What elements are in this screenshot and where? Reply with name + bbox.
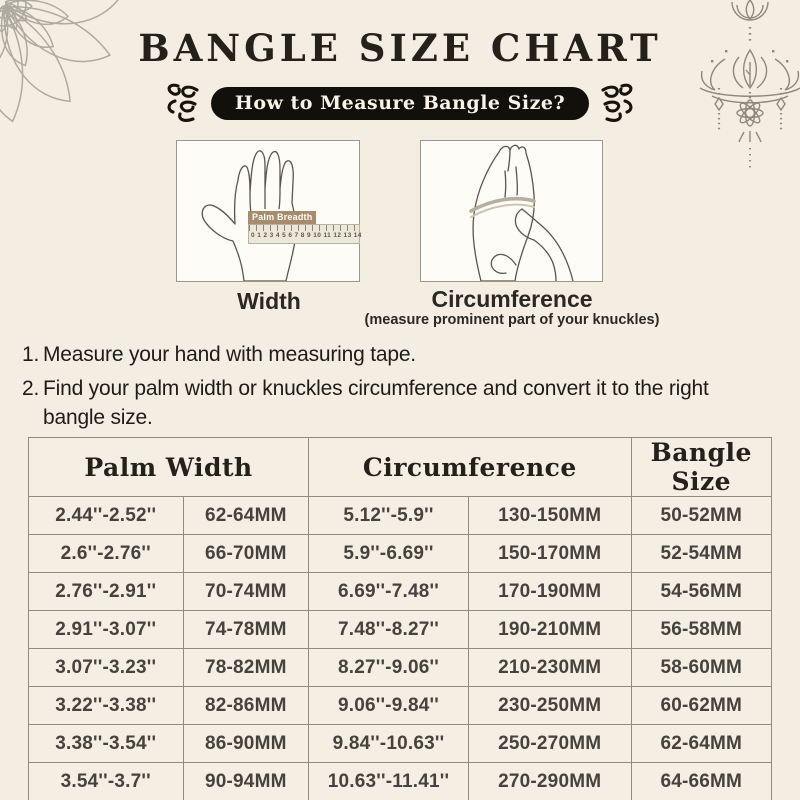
cell-palm-in: 2.91''-3.07'' <box>29 611 184 649</box>
cell-circ-in: 6.69''-7.48'' <box>309 573 469 611</box>
cell-bangle: 58-60MM <box>631 649 771 687</box>
table-row <box>29 573 772 611</box>
circumference-note: (measure prominent part of your knuckles) <box>364 312 660 328</box>
instruction-item-1 <box>22 340 748 369</box>
width-illustration <box>176 140 360 282</box>
cell-circ-mm: 270-290MM <box>468 763 631 800</box>
flourish-left-icon <box>163 80 201 126</box>
circumference-illustration <box>420 140 603 282</box>
mandala-corner-ornament-icon <box>0 0 160 160</box>
ruler-numbers: 0 1 2 3 4 5 6 7 8 9 10 11 12 13 14 <box>251 232 362 239</box>
cell-palm-mm: 86-90MM <box>183 725 309 763</box>
table-row <box>29 611 772 649</box>
cell-palm-in: 3.07''-3.23'' <box>29 649 184 687</box>
table-row <box>29 763 772 800</box>
cell-circ-in: 5.9''-6.69'' <box>309 535 469 573</box>
cell-bangle: 54-56MM <box>631 573 771 611</box>
cell-palm-mm: 82-86MM <box>183 687 309 725</box>
cell-circ-in: 10.63''-11.41'' <box>309 763 469 800</box>
palm-breadth-label: Palm Breadth <box>248 211 316 224</box>
cell-palm-mm: 70-74MM <box>183 573 309 611</box>
cell-palm-mm: 74-78MM <box>183 611 309 649</box>
cell-bangle: 62-64MM <box>631 725 771 763</box>
hand-pinch-tape-icon <box>421 141 602 281</box>
table-row <box>29 687 772 725</box>
table-row <box>29 649 772 687</box>
ruler <box>248 224 360 244</box>
instruction-number: 1. <box>22 343 40 366</box>
table-row <box>29 535 772 573</box>
header-palm-width: Palm Width <box>29 438 309 497</box>
cell-circ-mm: 190-210MM <box>468 611 631 649</box>
badge-row <box>0 82 800 124</box>
table-row <box>29 497 772 535</box>
page-title: BANGLE SIZE CHART <box>138 26 662 70</box>
cell-circ-mm: 210-230MM <box>468 649 631 687</box>
cell-circ-mm: 230-250MM <box>468 687 631 725</box>
cell-bangle: 52-54MM <box>631 535 771 573</box>
cell-circ-in: 9.06''-9.84'' <box>309 687 469 725</box>
instruction-item-2 <box>22 374 748 432</box>
circumference-caption: Circumference <box>431 286 593 312</box>
table-header-row <box>29 438 772 497</box>
cell-bangle: 60-62MM <box>631 687 771 725</box>
cell-palm-mm: 62-64MM <box>183 497 309 535</box>
cell-circ-in: 8.27''-9.06'' <box>309 649 469 687</box>
instruction-text: Find your palm width or knuckles circumference and convert it to the right bangle size. <box>43 377 709 429</box>
cell-palm-in: 3.38''-3.54'' <box>29 725 184 763</box>
cell-circ-mm: 150-170MM <box>468 535 631 573</box>
badge-pill: How to Measure Bangle Size? <box>211 87 589 120</box>
cell-bangle: 56-58MM <box>631 611 771 649</box>
cell-circ-mm: 250-270MM <box>468 725 631 763</box>
table-row <box>29 725 772 763</box>
header-bangle-size: Bangle Size <box>631 438 771 497</box>
cell-circ-in: 9.84''-10.63'' <box>309 725 469 763</box>
cell-palm-mm: 78-82MM <box>183 649 309 687</box>
cell-circ-in: 7.48''-8.27'' <box>309 611 469 649</box>
cell-bangle: 64-66MM <box>631 763 771 800</box>
cell-palm-in: 3.54''-3.7'' <box>29 763 184 800</box>
size-table <box>28 437 772 800</box>
width-caption: Width <box>237 288 301 314</box>
cell-circ-mm: 170-190MM <box>468 573 631 611</box>
cell-bangle: 50-52MM <box>631 497 771 535</box>
header-circumference: Circumference <box>309 438 631 497</box>
cell-palm-mm: 66-70MM <box>183 535 309 573</box>
cell-palm-in: 2.6''-2.76'' <box>29 535 184 573</box>
cell-palm-in: 2.44''-2.52'' <box>29 497 184 535</box>
instruction-number: 2. <box>22 377 40 400</box>
flourish-right-icon <box>599 80 637 126</box>
cell-circ-in: 5.12''-5.9'' <box>309 497 469 535</box>
instructions-list <box>22 340 748 437</box>
cell-palm-in: 2.76''-2.91'' <box>29 573 184 611</box>
cell-circ-mm: 130-150MM <box>468 497 631 535</box>
cell-palm-in: 3.22''-3.38'' <box>29 687 184 725</box>
instruction-text: Measure your hand with measuring tape. <box>43 343 416 366</box>
cell-palm-mm: 90-94MM <box>183 763 309 800</box>
